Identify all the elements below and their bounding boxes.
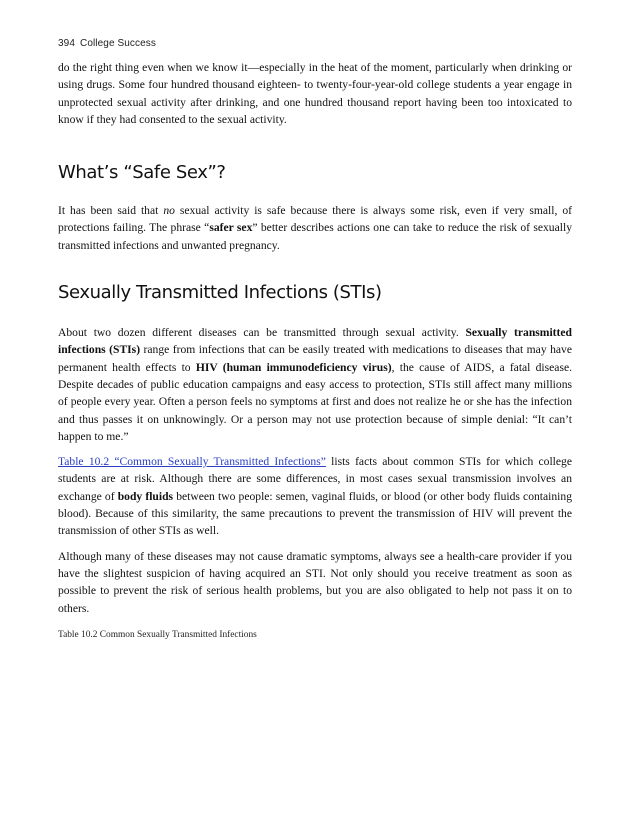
heading-safe-sex: What’s “Safe Sex”? (58, 162, 226, 184)
paragraph-table-reference (58, 453, 572, 539)
book-title: College Success (80, 38, 156, 49)
paragraph-health-care: Although many of these diseases may not cause dramatic symptoms, always see a health-care provider if you have the slightest suspicion of having acquired an STI. Not only should you receive treatment as soon as possible to prevent the risk of serious health problems, but you are also obligated to help not pass it on to others. (58, 549, 572, 615)
running-header (58, 38, 156, 49)
text-run: It has been said that (58, 204, 164, 218)
paragraph-continued: do the right thing even when we know it—especially in the heat of the moment, particularly when drinking or using drugs. Some four hundred thousand eighteen- to twenty-four-year-old college students a year engage in unprotected sexual activity after drinking, and one hundred thousand report having been too intoxicated to know if they had consented to the sexual activity. (58, 61, 572, 126)
table-reference-link[interactable]: Table 10.2 “Common Sexually Transmitted Infections” (58, 455, 326, 469)
table-caption: Table 10.2 Common Sexually Transmitted Infections (58, 629, 257, 640)
page-number: 394 (58, 38, 75, 49)
paragraph-sti-intro (58, 324, 572, 445)
term-sti: Sexually transmitted infections (STIs) (58, 326, 572, 357)
emphasis-no: no (163, 204, 175, 218)
text-run: lists facts about common STIs for which college students are at risk. Although there are some differences, in most cases sexual transmission involves an exchange of (58, 455, 572, 503)
heading-sti: Sexually Transmitted Infections (STIs) (58, 282, 382, 304)
paragraph-safe-sex (58, 202, 572, 254)
text-run: , the cause of AIDS, a fatal disease. Despite decades of public education campaigns and easy access to protection, STIs still affect many millions of people every year. Often a person feels no symptoms at first and does not realize he or she has the infection and thus passes it on unknowingly. Or a person may not use protection because of simple denial: “It can’t happen to me.” (58, 360, 572, 443)
term-hiv: HIV (human immunodeficiency virus) (195, 360, 392, 374)
term-safer-sex: safer sex (209, 221, 253, 235)
text-run: between two people: semen, vaginal fluids, or blood (or other body fluids containing blood). Because of this similarity, the same precautions to prevent the transmission of HIV will prevent the transmission of other STIs as well. (58, 489, 572, 538)
term-body-fluids: body fluids (117, 489, 174, 503)
text-run: sexual activity is safe because there is always some risk, even if very small, of protections failing. The phrase “ (58, 204, 572, 235)
text-run: range from infections that can be easily treated with medications to diseases that may have permanent health effects to (58, 343, 572, 374)
main-text (58, 59, 572, 644)
text-run: ” better describes actions one can take to reduce the risk of sexually transmitted infections and unwanted pregnancy. (58, 221, 572, 252)
text-run: About two dozen different diseases can be transmitted through sexual activity. (58, 326, 466, 340)
